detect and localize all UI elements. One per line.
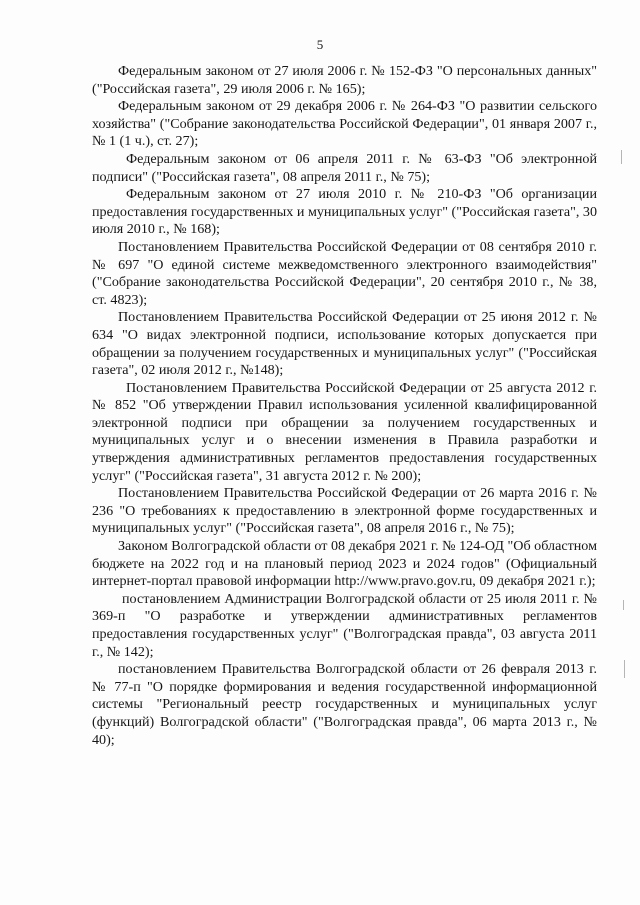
law-reference-paragraph: Законом Волгоградской области от 08 декабря 2021 г. № 124-ОД "Об областном бюджете на 2022 год и на плановый период 2023 и 2024 годов" (Официальный интернет-портал правовой информации http://www.pravo.gov.ru, 09 декабря 2021 г.);: [92, 538, 597, 590]
law-reference-paragraph: Федеральным законом от 27 июля 2006 г. № 152-ФЗ "О персональных данных" ("Российская газета", 29 июля 2006 г. № 165);: [92, 63, 597, 97]
scan-artifact: [624, 660, 625, 678]
page-number: 5: [316, 37, 324, 52]
law-reference-paragraph: Постановлением Правительства Российской Федерации от 25 августа 2012 г. № 852 "Об утверждении Правил использования усиленной квалифицированной электронной подписи при обращении за получением государственных и муниципальных услуг и о внесении изменения в Правила разработки и утверждения административных регламентов предоставления государственных услуг" ("Российская газета", 31 августа 2012 г. № 200);: [92, 379, 597, 484]
law-reference-paragraph: Постановлением Правительства Российской Федерации от 25 июня 2012 г. № 634 "О видах электронной подписи, использование которых допускается при обращении за получением государственных и муниципальных услуг" ("Российская газета", 02 июля 2012 г., №148);: [92, 309, 597, 379]
law-reference-paragraph: Постановлением Правительства Российской Федерации от 08 сентября 2010 г. № 697 "О единой системе межведомственного электронного взаимодействия" ("Собрание законодательства Российской Федерации", 20 сентября 2010 г., № 38, ст. 4823);: [92, 238, 597, 308]
law-reference-paragraph: постановлением Правительства Волгоградской области от 26 февраля 2013 г. № 77-п "О порядке формирования и ведения государственной информационной системы "Региональный реестр государственных и муниципальных услуг (функций) Волгоградской области" ("Волгоградская правда", 06 марта 2013 г., № 40);: [92, 661, 597, 748]
law-reference-paragraph: Федеральным законом от 29 декабря 2006 г. № 264-ФЗ "О развитии сельского хозяйства" ("Собрание законодательства Российской Федерации", 01 января 2007 г., № 1 (1 ч.), ст. 27);: [92, 98, 597, 150]
law-reference-paragraph: Постановлением Правительства Российской Федерации от 26 марта 2016 г. № 236 "О требованиях к предоставлению в электронной форме государственных и муниципальных услуг" ("Российская газета", 08 апреля 2016 г., № 75);: [92, 485, 597, 537]
law-reference-paragraph: Федеральным законом от 06 апреля 2011 г. № 63-ФЗ "Об электронной подписи" ("Российская газета", 08 апреля 2011 г., № 75);: [92, 150, 597, 185]
law-reference-paragraph: постановлением Администрации Волгоградской области от 25 июля 2011 г. № 369-п "О разработке и утверждении административных регламентов предоставления государственных услуг" ("Волгоградская правда", 03 августа 2011 г., № 142);: [92, 590, 597, 660]
scan-artifact: [623, 600, 624, 610]
law-reference-paragraph: Федеральным законом от 27 июля 2010 г. № 210-ФЗ "Об организации предоставления государственных и муниципальных услуг" ("Российская газета", 30 июля 2010 г., № 168);: [92, 186, 597, 238]
scan-artifact: [621, 150, 622, 164]
document-body: [92, 63, 597, 749]
